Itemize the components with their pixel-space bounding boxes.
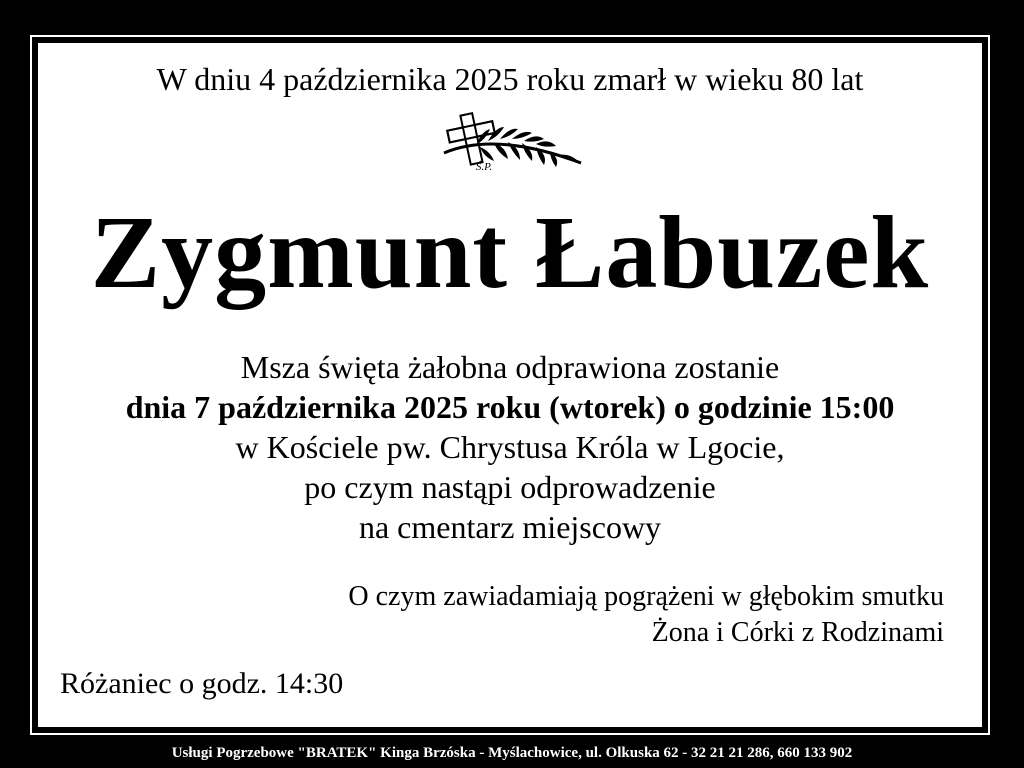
death-announcement: W dniu 4 października 2025 roku zmarł w wieku 80 lat: [156, 61, 864, 97]
notification-text: O czym zawiadamiają pogrążeni w głębokim smutku: [348, 581, 944, 612]
cross-with-palm-branch-icon: [436, 111, 586, 181]
deceased-name: Zygmunt Łabuzek: [90, 195, 930, 310]
sp-abbreviation: Ś.P.: [475, 161, 493, 173]
mass-line-4: po czym nastąpi odprowadzenie: [304, 469, 716, 505]
mass-line-3: w Kościele pw. Chrystusa Króla w Lgocie,: [235, 429, 785, 465]
mass-line-5: na cmentarz miejscowy: [358, 509, 662, 545]
obituary-card: [38, 43, 982, 727]
rosary-time: Różaniec o godz. 14:30: [60, 667, 344, 700]
mass-line-1: Msza święta żałobna odprawiona zostanie: [240, 349, 780, 385]
funeral-service-footer: Usługi Pogrzebowe "BRATEK" Kinga Brzóska - Myślachowice, ul. Olkuska 62 - 32 21 21 286, 660 133 902: [171, 745, 853, 761]
family-signature: Żona i Córki z Rodzinami: [651, 617, 944, 648]
mass-date-line: dnia 7 października 2025 roku (wtorek) o godzinie 15:00: [125, 389, 895, 425]
